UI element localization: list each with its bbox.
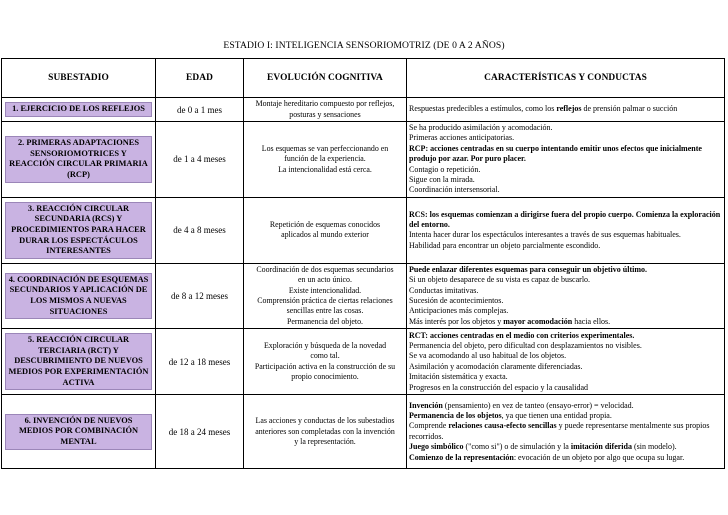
characteristic-item xyxy=(409,401,722,411)
substage-cell xyxy=(2,122,156,198)
characteristic-item xyxy=(409,185,722,195)
characteristic-emphasis: Juego simbólico xyxy=(409,442,464,452)
characteristic-item xyxy=(409,286,722,296)
characteristic-text: Contagio o repetición. xyxy=(409,164,481,174)
characteristic-item xyxy=(409,230,722,240)
evolution-line: función de la experiencia. xyxy=(284,154,366,164)
characteristic-emphasis: imitación diferida xyxy=(570,442,632,452)
characteristic-text: Habilidad para encontrar un objeto parcialmente escondido. xyxy=(409,240,601,250)
table-row xyxy=(2,98,725,122)
evolution-line: Montaje hereditario compuesto por reflejos, xyxy=(255,99,395,109)
characteristics-cell xyxy=(407,122,725,198)
evolution-line: posturas y sensaciones xyxy=(289,109,361,119)
header-characteristics: CARACTERÍSTICAS Y CONDUCTAS xyxy=(407,59,725,98)
evolution-cell xyxy=(244,395,407,469)
characteristic-item xyxy=(409,442,722,452)
characteristics-cell xyxy=(407,197,725,263)
evolution-line: Exploración y búsqueda de la novedad xyxy=(263,340,387,350)
characteristic-emphasis: Comienzo de la representación xyxy=(409,452,514,462)
characteristic-item xyxy=(409,275,722,285)
characteristic-text: Permanencia del objeto, pero dificultad con desplazamientos no visibles. xyxy=(409,340,642,350)
table-header-row xyxy=(2,59,725,98)
evolution-line: en un acto único. xyxy=(298,275,352,285)
substage-cell xyxy=(2,395,156,469)
characteristic-item xyxy=(409,133,722,143)
evolution-cell xyxy=(244,197,407,263)
evolution-line: Las acciones y conductas de los subestadios xyxy=(255,416,395,426)
evolution-line: Participación activa en la construcción de su xyxy=(254,361,396,371)
characteristic-item xyxy=(409,411,722,421)
evolution-line: La intencionalidad está cerca. xyxy=(278,164,372,174)
evolution-line: anteriores son completadas con la invención xyxy=(255,426,395,436)
characteristic-item xyxy=(409,317,722,327)
characteristics-cell xyxy=(407,395,725,469)
characteristic-text: Sigue con la mirada. xyxy=(409,175,475,185)
characteristics-cell xyxy=(407,98,725,122)
evolution-cell xyxy=(244,122,407,198)
characteristic-emphasis: Invención xyxy=(409,400,443,410)
evolution-line: Comprensión práctica de ciertas relaciones xyxy=(257,296,393,306)
substage-label: 6. INVENCIÓN DE NUEVOS MEDIOS POR COMBINACIÓN MENTAL xyxy=(5,414,152,450)
characteristic-text: hacia ellos. xyxy=(572,316,611,326)
characteristic-item xyxy=(409,383,722,393)
substage-cell xyxy=(2,197,156,263)
characteristic-item xyxy=(409,144,722,165)
characteristic-item xyxy=(409,265,722,275)
evolution-line: Los esquemas se van perfeccionando en xyxy=(261,143,389,153)
characteristic-text: (pensamiento) en vez de tanteo (ensayo-error) = velocidad. xyxy=(442,400,634,410)
characteristic-text: Sucesión de acontecimientos. xyxy=(409,296,504,306)
characteristic-text: Asimilación y acomodación claramente diferenciadas. xyxy=(409,361,583,371)
evolution-line: Coordinación de dos esquemas secundarios xyxy=(256,264,394,274)
evolution-line: Permanencia del objeto. xyxy=(286,316,364,326)
characteristic-item xyxy=(409,362,722,372)
characteristic-text: Coordinación intersensorial. xyxy=(409,185,500,195)
evolution-line: propio conocimiento. xyxy=(291,372,359,382)
table-row xyxy=(2,122,725,198)
table-row xyxy=(2,197,725,263)
characteristic-item xyxy=(409,341,722,351)
substage-label: 5. REACCIÓN CIRCULAR TERCIARIA (RCT) Y DESCUBRIMIENTO DE NUEVOS MEDIOS POR EXPERIMENTACIÓN ACTIVA xyxy=(5,333,152,390)
characteristic-emphasis: reflejos xyxy=(556,104,582,114)
characteristic-item xyxy=(409,123,722,133)
characteristic-text: Más interés por los objetos y xyxy=(409,316,504,326)
characteristic-item xyxy=(409,210,722,231)
characteristic-item xyxy=(409,241,722,251)
characteristic-text: Respuestas predecibles a estímulos, como los xyxy=(409,104,557,114)
age-cell: de 1 a 4 meses xyxy=(156,122,244,198)
characteristic-text: Primeras acciones anticipatorias. xyxy=(409,133,515,143)
age-cell: de 18 a 24 meses xyxy=(156,395,244,469)
characteristic-text: de prensión palmar o succión xyxy=(581,104,678,114)
characteristic-item xyxy=(409,351,722,361)
characteristic-emphasis: Puede enlazar diferentes esquemas para conseguir un objetivo último. xyxy=(409,264,647,274)
substage-label: 2. PRIMERAS ADAPTACIONES SENSORIOMOTRICES Y REACCIÓN CIRCULAR PRIMARIA (RCP) xyxy=(5,136,152,182)
characteristic-item xyxy=(409,296,722,306)
evolution-line: aplicados al mundo exterior xyxy=(281,230,369,240)
characteristic-text: Si un objeto desaparece de su vista es capaz de buscarlo. xyxy=(409,275,591,285)
characteristic-item xyxy=(409,421,722,442)
characteristics-cell xyxy=(407,329,725,395)
characteristic-item xyxy=(409,331,722,341)
evolution-line: y la representación. xyxy=(294,436,356,446)
characteristics-cell xyxy=(407,263,725,328)
characteristic-text: Intenta hacer durar los espectáculos interesantes a través de sus esquemas habituales. xyxy=(409,230,681,240)
header-evolution: EVOLUCIÓN COGNITIVA xyxy=(244,59,407,98)
substage-cell xyxy=(2,98,156,122)
characteristic-text: : evocación de un objeto por algo que ocupa su lugar. xyxy=(513,452,685,462)
age-cell: de 0 a 1 mes xyxy=(156,98,244,122)
characteristic-item xyxy=(409,104,722,114)
characteristic-emphasis: mayor acomodación xyxy=(503,316,573,326)
document-title: ESTADIO I: INTELIGENCIA SENSORIOMOTRIZ (DE 0 A 2 AÑOS) xyxy=(223,40,505,51)
evolution-cell xyxy=(244,329,407,395)
evolution-line: como tal. xyxy=(310,351,340,361)
characteristic-text: Se va acomodando al uso habitual de los objetos. xyxy=(409,351,567,361)
characteristic-emphasis: RCP: acciones centradas en su cuerpo intentando emitir unos efectos que inicialmente produjo por azar. Por puro placer. xyxy=(409,143,702,164)
evolution-cell xyxy=(244,98,407,122)
characteristic-text: ("como si") o de simulación y la xyxy=(463,442,571,452)
characteristic-emphasis: RCS: los esquemas comienzan a dirigirse fuera del propio cuerpo. Comienza la exploración del entorno. xyxy=(409,209,721,229)
evolution-cell xyxy=(244,263,407,328)
characteristic-text: (sin modelo). xyxy=(631,442,677,452)
evolution-line: Existe intencionalidad. xyxy=(288,285,362,295)
table-row xyxy=(2,329,725,395)
evolution-line: sencillas entre las cosas. xyxy=(286,306,364,316)
age-cell: de 8 a 12 meses xyxy=(156,263,244,328)
substage-label: 4. COORDINACIÓN DE ESQUEMAS SECUNDARIOS Y APLICACIÓN DE LOS MISMOS A NUEVAS SITUACIONES xyxy=(5,273,152,319)
characteristic-emphasis: relaciones causa-efecto sencillas xyxy=(448,421,557,431)
characteristic-text: Imitación sistemática y exacta. xyxy=(409,372,508,382)
characteristic-text: Comprende xyxy=(409,421,449,431)
characteristic-text: Progresos en la construcción del espacio y la causalidad xyxy=(409,382,589,392)
characteristic-text: Se ha producido asimilación y acomodación. xyxy=(409,123,553,132)
characteristic-emphasis: Permanencia de los objetos xyxy=(409,410,502,420)
header-age: EDAD xyxy=(156,59,244,98)
table-row xyxy=(2,263,725,328)
age-cell: de 4 a 8 meses xyxy=(156,197,244,263)
evolution-line: Repetición de esquemas conocidos xyxy=(269,219,381,229)
characteristic-item xyxy=(409,165,722,175)
age-cell: de 12 a 18 meses xyxy=(156,329,244,395)
characteristic-text: , ya que tienen una entidad propia. xyxy=(501,410,612,420)
characteristic-text: Anticipaciones más complejas. xyxy=(409,306,509,316)
header-substage: SUBESTADIO xyxy=(2,59,156,98)
substage-cell xyxy=(2,329,156,395)
substage-label: 3. REACCIÓN CIRCULAR SECUNDARIA (RCS) Y PROCEDIMIENTOS PARA HACER DURAR LOS ESPECTÁCULOS INTERESANTES xyxy=(5,202,152,259)
table-row xyxy=(2,395,725,469)
characteristic-item xyxy=(409,453,722,463)
table-body xyxy=(2,98,725,469)
substage-label: 1. EJERCICIO DE LOS REFLEJOS xyxy=(5,102,152,117)
characteristic-item xyxy=(409,306,722,316)
substages-table xyxy=(1,58,725,469)
characteristic-text: y puede representarse mentalmente sus propios recorridos. xyxy=(409,421,710,441)
characteristic-emphasis: RCT: acciones centradas en el medio con criterios experimentales. xyxy=(409,330,635,340)
substage-cell xyxy=(2,263,156,328)
characteristic-text: Conductas imitativas. xyxy=(409,285,479,295)
characteristic-item xyxy=(409,372,722,382)
characteristic-item xyxy=(409,175,722,185)
